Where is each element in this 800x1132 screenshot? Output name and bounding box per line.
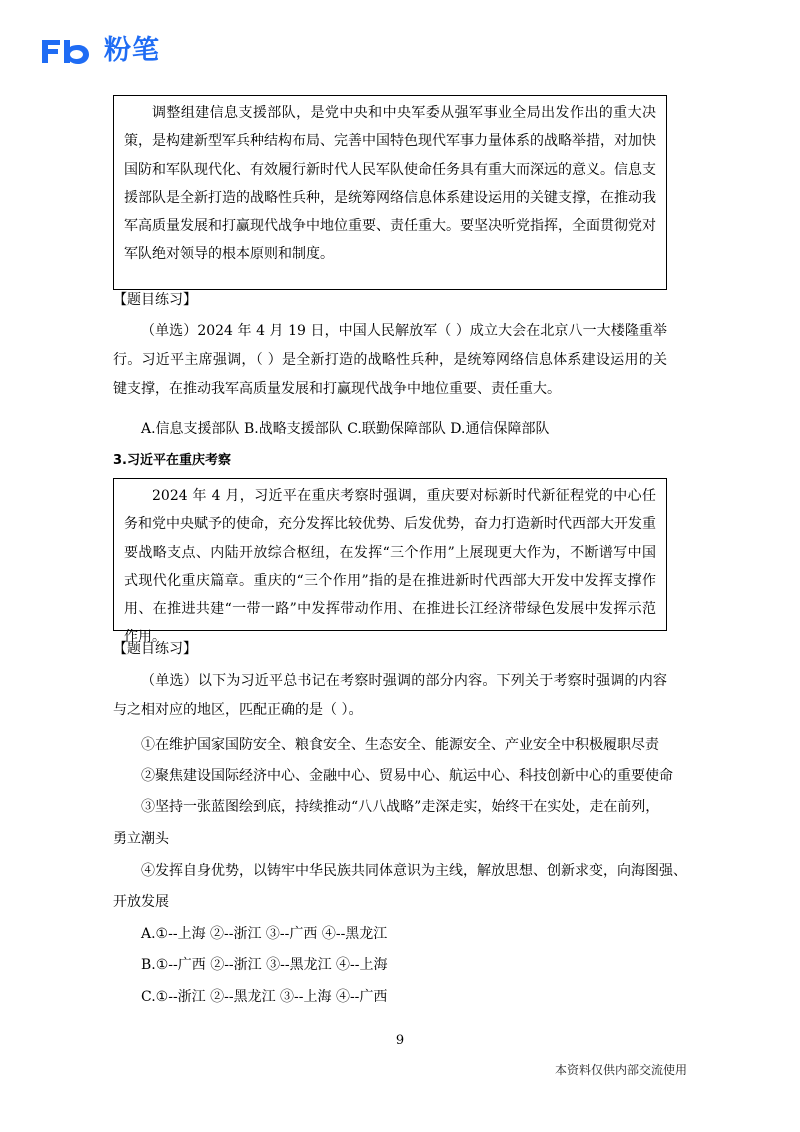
match-item-3: ③坚持一张蓝图绘到底，持续推动“八八战略”走深走实，始终干在实处，走在前列， bbox=[141, 799, 660, 815]
option-a: A.①--上海 ②--浙江 ③--广西 ④--黑龙江 bbox=[141, 926, 388, 942]
brand-logo bbox=[38, 34, 160, 68]
footer-note: 本资料仅供内部交流使用 bbox=[554, 1063, 687, 1077]
match-item-4-continued: 开放发展 bbox=[113, 894, 169, 910]
fb-logo-icon bbox=[38, 36, 100, 66]
option-b: B.①--广西 ②--浙江 ③--黑龙江 ④--上海 bbox=[141, 957, 388, 973]
match-item-3-continued: 勇立潮头 bbox=[113, 831, 169, 847]
exercise-label-2: 【题目练习】 bbox=[113, 641, 197, 657]
question-1-options: A.信息支援部队 B.战略支援部队 C.联勤保障部队 D.通信保障部队 bbox=[141, 421, 550, 437]
summary-box-1 bbox=[113, 95, 667, 290]
summary-text-2: 2024 年 4 月，习近平在重庆考察时强调，重庆要对标新时代新征程党的中心任务和党中央赋予的使命，充分发挥比较优势、后发优势，奋力打造新时代西部大开发重要战略支点、内陆开放综合枢纽，在发挥“三个作用”上展现更大作为，不断谱写中国式现代化重庆篇章。重庆的“三个作用”指的是在推进新时代西部大开发中发挥支撑作用、在推进共建“一带一路”中发挥带动作用、在推进长江经济带绿色发展中发挥示范作用。 bbox=[124, 488, 656, 646]
match-item-4: ④发挥自身优势，以铸牢中华民族共同体意识为主线，解放思想、创新求变，向海图强、 bbox=[141, 863, 687, 879]
match-item-2: ②聚焦建设国际经济中心、金融中心、贸易中心、航运中心、科技创新中心的重要使命 bbox=[141, 768, 673, 784]
summary-text-1: 调整组建信息支援部队，是党中央和中央军委从强军事业全局出发作出的重大决策，是构建新型军兵种结构布局、完善中国特色现代军事力量体系的战略举措，对加快国防和军队现代化、有效履行新时代人民军队使命任务具有重大而深远的意义。信息支援部队是全新打造的战略性兵种，是统筹网络信息体系建设运用的关键支撑，在推动我军高质量发展和打赢现代战争中地位重要、责任重大。要坚决听党指挥，全面贯彻党对军队绝对领导的根本原则和制度。 bbox=[124, 105, 656, 263]
page-number: 9 bbox=[395, 1033, 405, 1048]
match-item-1: ①在维护国家国防安全、粮食安全、生态安全、能源安全、产业安全中积极履职尽责 bbox=[141, 737, 659, 753]
question-2: （单选）以下为习近平总书记在考察时强调的部分内容。下列关于考察时强调的内容与之相对应的地区，匹配正确的是（ ）。 bbox=[113, 673, 667, 718]
exercise-label-1: 【题目练习】 bbox=[113, 292, 197, 308]
brand-name: 粉笔 bbox=[104, 35, 160, 66]
question-1: （单选）2024 年 4 月 19 日，中国人民解放军（ ）成立大会在北京八一大楼隆重举行。习近平主席强调，（ ）是全新打造的战略性兵种，是统筹网络信息体系建设运用的关键支撑，在推动我军高质量发展和打赢现代战争中地位重要、责任重大。 bbox=[113, 323, 667, 397]
summary-box-2 bbox=[113, 478, 667, 646]
option-c: C.①--浙江 ②--黑龙江 ③--上海 ④--广西 bbox=[141, 989, 388, 1005]
section-title-3: 3.习近平在重庆考察 bbox=[113, 453, 231, 468]
